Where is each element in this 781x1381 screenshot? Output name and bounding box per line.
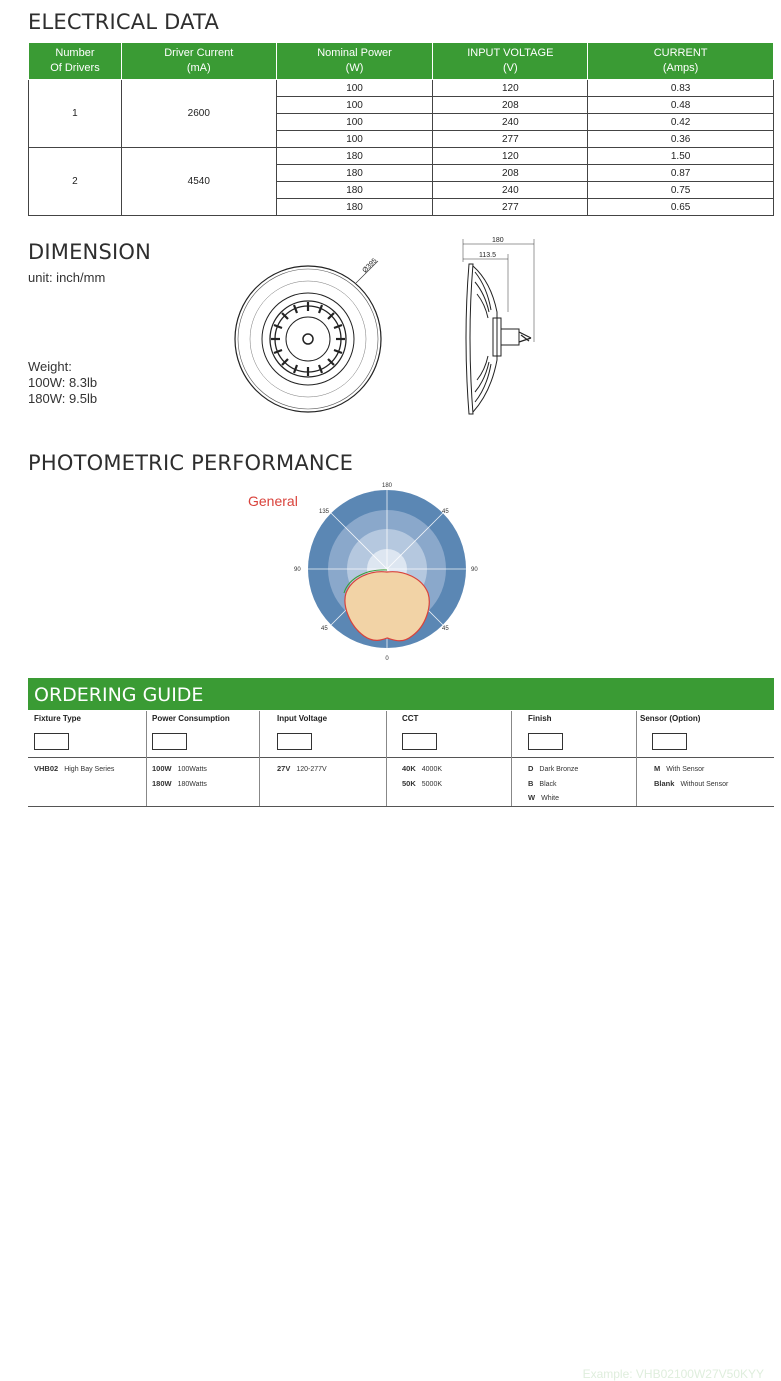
cct-input[interactable] xyxy=(402,733,437,750)
diameter-label: Ø395 xyxy=(361,257,379,275)
amps-cell: 0.65 xyxy=(588,199,774,216)
amps-cell: 0.42 xyxy=(588,114,774,131)
angle-label: 135 xyxy=(319,509,330,515)
dimension-title: DIMENSION xyxy=(28,240,152,264)
weight-info xyxy=(28,359,97,407)
divider xyxy=(386,711,387,806)
list-item: 27V 120-277V xyxy=(277,764,327,773)
og-power-options xyxy=(152,762,207,791)
og-header-fixture-type: Fixture Type xyxy=(34,714,81,723)
side-height-body: 113.5 xyxy=(479,252,496,259)
og-voltage-options xyxy=(277,762,327,777)
voltage-cell: 208 xyxy=(433,97,588,114)
amps-cell: 0.87 xyxy=(588,165,774,182)
ordering-guide-title: ORDERING GUIDE xyxy=(34,684,204,706)
side-view-drawing xyxy=(455,232,545,420)
legend-general: General xyxy=(248,493,298,509)
weight-180w: 180W: 9.5lb xyxy=(28,391,98,406)
finish-input[interactable] xyxy=(528,733,563,750)
power-cell: 180 xyxy=(276,148,433,165)
sensor-input[interactable] xyxy=(652,733,687,750)
voltage-cell: 208 xyxy=(433,165,588,182)
angle-label: 90 xyxy=(471,567,478,573)
og-header-voltage: Input Voltage xyxy=(277,714,328,723)
divider xyxy=(146,711,147,806)
list-item: B Black xyxy=(528,778,557,788)
list-item: VHB02 High Bay Series xyxy=(34,764,115,773)
list-item: M With Sensor xyxy=(654,764,705,773)
list-item: D Dark Bronze xyxy=(528,764,579,773)
list-item: Blank Without Sensor xyxy=(654,778,729,788)
divider xyxy=(511,711,512,806)
front-view-drawing xyxy=(228,255,388,415)
voltage-cell: 277 xyxy=(433,199,588,216)
og-header-cct: CCT xyxy=(402,714,419,723)
power-cell: 100 xyxy=(276,131,433,148)
divider xyxy=(259,711,260,806)
angle-label: 45 xyxy=(321,626,328,632)
angle-label: 45 xyxy=(442,626,449,632)
driver-current-cell: 2600 xyxy=(121,80,276,148)
table-row xyxy=(29,148,774,165)
side-height-total: 180 xyxy=(492,237,504,244)
og-fixture-options xyxy=(34,762,114,777)
header-input-voltage: INPUT VOLTAGE (V) xyxy=(433,43,588,80)
angle-label: 0 xyxy=(385,656,389,662)
list-item: W White xyxy=(528,793,559,802)
power-cell: 100 xyxy=(276,114,433,131)
amps-cell: 0.48 xyxy=(588,97,774,114)
power-input[interactable] xyxy=(152,733,187,750)
power-cell: 100 xyxy=(276,80,433,97)
og-cct-options xyxy=(402,762,442,791)
power-cell: 100 xyxy=(276,97,433,114)
divider xyxy=(28,757,774,758)
amps-cell: 0.83 xyxy=(588,80,774,97)
og-header-finish: Finish xyxy=(528,714,552,723)
power-cell: 180 xyxy=(276,182,433,199)
voltage-cell: 120 xyxy=(433,80,588,97)
amps-cell: 0.75 xyxy=(588,182,774,199)
header-driver-current: Driver Current (mA) xyxy=(121,43,276,80)
list-item: 40K 4000K xyxy=(402,764,443,773)
driver-current-cell: 4540 xyxy=(121,148,276,216)
angle-label: 90 xyxy=(294,567,301,573)
table-header-row xyxy=(29,43,774,80)
power-cell: 180 xyxy=(276,199,433,216)
header-drivers: Number Of Drivers xyxy=(29,43,122,80)
weight-100w: 100W: 8.3lb xyxy=(28,375,98,390)
og-sensor-options xyxy=(654,762,728,791)
drivers-cell: 1 xyxy=(29,80,122,148)
voltage-cell: 277 xyxy=(433,131,588,148)
angle-label: 45 xyxy=(442,509,449,515)
divider xyxy=(636,711,637,806)
voltage-input[interactable] xyxy=(277,733,312,750)
divider xyxy=(28,806,774,807)
og-header-sensor: Sensor (Option) xyxy=(640,714,701,723)
ordering-example: Example: VHB02100W27V50KYY xyxy=(582,1367,764,1381)
og-header-power: Power Consumption xyxy=(152,714,230,723)
fixture-type-input[interactable] xyxy=(34,733,69,750)
electrical-data-table xyxy=(28,43,774,216)
list-item: 180W 180Watts xyxy=(152,778,207,788)
voltage-cell: 240 xyxy=(433,182,588,199)
weight-label: Weight: xyxy=(28,359,72,374)
dimension-unit: unit: inch/mm xyxy=(28,270,106,285)
voltage-cell: 240 xyxy=(433,114,588,131)
voltage-cell: 120 xyxy=(433,148,588,165)
og-finish-options xyxy=(528,762,578,806)
electrical-data-title: ELECTRICAL DATA xyxy=(28,10,220,34)
polar-plot xyxy=(290,480,484,662)
header-nominal-power: Nominal Power (W) xyxy=(276,43,433,80)
photometric-title: PHOTOMETRIC PERFORMANCE xyxy=(28,451,354,475)
beam-pattern xyxy=(345,572,429,641)
amps-cell: 0.36 xyxy=(588,131,774,148)
angle-label: 180 xyxy=(381,483,393,489)
amps-cell: 1.50 xyxy=(588,148,774,165)
header-current: CURRENT (Amps) xyxy=(588,43,774,80)
list-item: 50K 5000K xyxy=(402,778,443,788)
table-row xyxy=(29,80,774,97)
list-item: 100W 100Watts xyxy=(152,764,207,773)
drivers-cell: 2 xyxy=(29,148,122,216)
power-cell: 180 xyxy=(276,165,433,182)
